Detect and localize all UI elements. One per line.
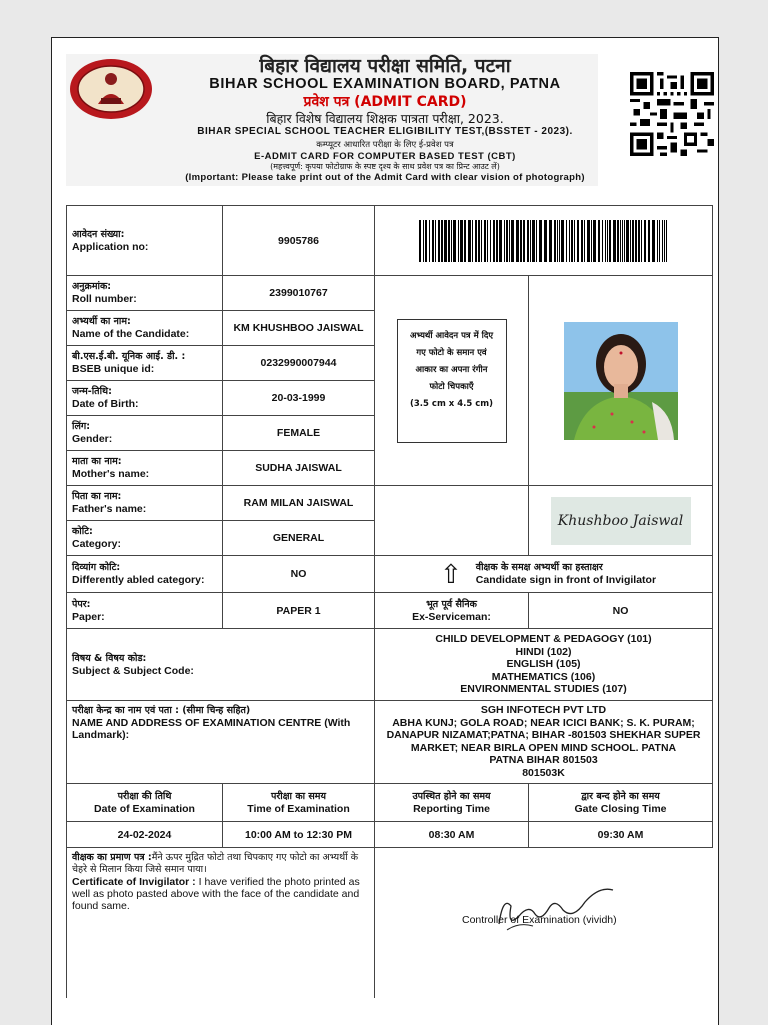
gender-value: FEMALE	[223, 416, 375, 451]
subject-list	[375, 629, 713, 701]
barcode-bar	[484, 220, 486, 262]
barcode-bar	[478, 220, 480, 262]
barcode-bar	[598, 220, 600, 262]
barcode-bar	[532, 220, 535, 262]
barcode-bar	[441, 220, 443, 262]
exam-time-header: परीक्षा का समय Time of Examination	[223, 784, 375, 822]
mother-value: SUDHA JAISWAL	[223, 451, 375, 486]
barcode-bar	[544, 220, 547, 262]
barcode	[419, 220, 669, 262]
reporting-time-header: उपस्थित होने का समय Reporting Time	[375, 784, 529, 822]
barcode-bar	[419, 220, 421, 262]
barcode-bar	[605, 220, 606, 262]
barcode-bar	[644, 220, 646, 262]
barcode-bar	[666, 220, 667, 262]
barcode-bar	[622, 220, 623, 262]
application-no-value: 9905786	[223, 206, 375, 276]
barcode-bar	[464, 220, 466, 262]
centre-label: परीक्षा केन्द्र का नाम एवं पता : (सीमा चिन्ह सहित) NAME AND ADDRESS OF EXAMINATION CENTRE (With Landmark):	[67, 701, 375, 784]
table-row	[67, 556, 713, 593]
barcode-bar	[423, 220, 424, 262]
gate-closing-header: द्वार बन्द होने का समय Gate Closing Time	[529, 784, 713, 822]
ex-serviceman-label: भूत पूर्व सैनिक Ex-Serviceman:	[375, 593, 529, 629]
barcode-bar	[448, 220, 450, 262]
barcode-bar	[593, 220, 596, 262]
table-row	[67, 206, 713, 276]
barcode-bar	[475, 220, 477, 262]
barcode-bar	[506, 220, 508, 262]
roll-number-label: अनुक्रमांक: Roll number:	[67, 276, 223, 311]
barcode-bar	[630, 220, 631, 262]
barcode-bar	[638, 220, 640, 262]
reporting-time-value: 08:30 AM	[375, 822, 529, 848]
barcode-bar	[602, 220, 603, 262]
barcode-bar	[662, 220, 663, 262]
ex-serviceman-value: NO	[529, 593, 713, 629]
barcode-bar	[624, 220, 625, 262]
barcode-bar	[617, 220, 619, 262]
important-hindi: (महत्त्वपूर्ण: कृपया फोटोग्राफ के स्पष्ट दृश्य के साथ प्रवेश पत्र का प्रिन्ट आउट लें)	[270, 162, 500, 171]
unique-id-label: बी.एस.ई.बी. यूनिक आई. डी. : BSEB unique id:	[67, 346, 223, 381]
barcode-bar	[523, 220, 525, 262]
barcode-bar	[632, 220, 634, 262]
father-value: RAM MILAN JAISWAL	[223, 486, 375, 521]
exam-date-value: 24-02-2024	[67, 822, 223, 848]
barcode-bar	[549, 220, 552, 262]
barcode-bar	[429, 220, 430, 262]
dob-label: जन्म-तिथि: Date of Birth:	[67, 381, 223, 416]
barcode-bar	[652, 220, 655, 262]
barcode-bar	[561, 220, 564, 262]
barcode-bar	[635, 220, 637, 262]
table-row	[67, 486, 713, 521]
barcode-bar	[435, 220, 436, 262]
signature-cell	[529, 486, 713, 556]
admit-card-sheet	[51, 37, 719, 1025]
paper-label: पेपर: Paper:	[67, 593, 223, 629]
barcode-bar	[613, 220, 616, 262]
paper-value: PAPER 1	[223, 593, 375, 629]
table-row	[67, 593, 713, 629]
barcode-bar	[659, 220, 660, 262]
barcode-bar	[468, 220, 471, 262]
barcode-cell	[375, 206, 713, 276]
barcode-bar	[438, 220, 440, 262]
table-row	[67, 701, 713, 784]
barcode-bar	[527, 220, 529, 262]
up-arrow-icon: ⇧	[440, 559, 462, 589]
blank-cell	[375, 486, 529, 556]
barcode-bar	[511, 220, 514, 262]
subject-item: HINDI (102)	[515, 645, 572, 658]
roll-number-value: 2399010767	[223, 276, 375, 311]
candidate-photo-cell	[529, 276, 713, 486]
barcode-bar	[620, 220, 621, 262]
barcode-bar	[641, 220, 642, 262]
barcode-bar	[504, 220, 505, 262]
name-label: अभ्यर्थी का नाम: Name of the Candidate:	[67, 311, 223, 346]
barcode-bar	[554, 220, 556, 262]
category-value: GENERAL	[223, 521, 375, 556]
exam-date-header: परीक्षा की तिथि Date of Examination	[67, 784, 223, 822]
subject-item: ENVIRONMENTAL STUDIES (107)	[460, 683, 627, 696]
sign-instruction-english: Candidate sign in front of Invigilator	[475, 574, 657, 586]
barcode-bar	[460, 220, 463, 262]
subject-item: ENGLISH (105)	[506, 658, 581, 671]
board-english: BIHAR SCHOOL EXAMINATION BOARD, PATNA	[209, 76, 561, 92]
mother-label: माता का नाम: Mother's name:	[67, 451, 223, 486]
barcode-bar	[516, 220, 519, 262]
barcode-bar	[451, 220, 452, 262]
exam-time-value: 10:00 AM to 12:30 PM	[223, 822, 375, 848]
barcode-bar	[664, 220, 665, 262]
dob-value: 20-03-1999	[223, 381, 375, 416]
exam-name-hindi: बिहार विशेष विद्यालय शिक्षक पात्रता परीक्षा, 2023.	[266, 111, 504, 126]
barcode-bar	[509, 220, 510, 262]
barcode-bar	[496, 220, 498, 262]
cbt-hindi: कम्प्यूटर आधारित परीक्षा के लिए ई-प्रवेश पत्र	[316, 140, 454, 150]
table-row	[67, 629, 713, 701]
application-no-label: आवेदन संख्या: Application no:	[67, 206, 223, 276]
photo-instruction-cell	[375, 276, 529, 486]
barcode-bar	[539, 220, 542, 262]
controller-signature	[489, 876, 619, 936]
sign-instruction-cell	[375, 556, 713, 593]
centre-address: SGH INFOTECH PVT LTD ABHA KUNJ; GOLA ROAD; NEAR ICICI BANK; S. K. PURAM; DANAPUR NIZAMAT;PATNA; BIHAR -801503 SHEKHAR SUPER MARKET; NEAR BIRLA OPEN MIND SCHOOL. PATNA PATNA BIHAR 801503 801503K	[375, 701, 713, 784]
certificate-cell: वीक्षक का प्रमाण पत्र :मैंने ऊपर मुद्रित फोटो तथा चिपकाए गए फोटो का अभ्यर्थी के चेहरे से मिलान किया जिसे समान पाया। Certificate of Invigilator : I have verified the photo printed as well as photo pasted above with the face of the candidate and found same.	[67, 848, 375, 998]
category-label: कोटि: Category:	[67, 521, 223, 556]
name-value: KM KHUSHBOO JAISWAL	[223, 311, 375, 346]
barcode-bar	[453, 220, 456, 262]
gate-closing-value: 09:30 AM	[529, 822, 713, 848]
schedule-header-row	[67, 784, 713, 822]
sign-instruction-hindi: वीक्षक के समक्ष अभ्यर्थी का हस्ताक्षर	[475, 562, 603, 573]
barcode-bar	[499, 220, 502, 262]
barcode-bar	[444, 220, 447, 262]
barcode-bar	[425, 220, 427, 262]
barcode-bar	[566, 220, 567, 262]
barcode-bar	[626, 220, 629, 262]
barcode-bar	[577, 220, 579, 262]
subject-item: CHILD DEVELOPMENT & PEDAGOGY (101)	[435, 633, 652, 646]
schedule-value-row	[67, 822, 713, 848]
barcode-bar	[571, 220, 573, 262]
barcode-bar	[569, 220, 570, 262]
disabled-value: NO	[223, 556, 375, 593]
admit-card-title: प्रवेश पत्र (ADMIT CARD)	[303, 94, 467, 110]
candidate-photo	[564, 322, 678, 440]
exam-name-english: BIHAR SPECIAL SCHOOL TEACHER ELIGIBILITY TEST,(BSSTET - 2023).	[197, 126, 573, 137]
barcode-bar	[559, 220, 560, 262]
table-row	[67, 276, 713, 311]
barcode-bar	[607, 220, 608, 262]
barcode-bar	[584, 220, 585, 262]
barcode-bar	[609, 220, 611, 262]
barcode-bar	[557, 220, 558, 262]
controller-label: Controller of Examination (vividh)	[462, 914, 617, 926]
father-label: पिता का नाम: Father's name:	[67, 486, 223, 521]
subject-item: MATHEMATICS (106)	[491, 670, 596, 683]
barcode-bar	[648, 220, 650, 262]
subject-label: विषय & विषय कोड: Subject & Subject Code:	[67, 629, 375, 701]
barcode-bar	[481, 220, 482, 262]
cbt-english: E-ADMIT CARD FOR COMPUTER BASED TEST (CBT)	[254, 151, 516, 162]
barcode-bar	[536, 220, 537, 262]
barcode-bar	[591, 220, 592, 262]
barcode-bar	[493, 220, 495, 262]
barcode-bar	[432, 220, 434, 262]
candidate-signature: Khushboo Jaiswal	[551, 497, 691, 545]
barcode-bar	[520, 220, 522, 262]
photo-instruction-box: अभ्यर्थी आवेदन पत्र में दिए गए फोटो के समान एवं आकार का अपना रंगीन फोटो चिपकाएँ (3.5 cm x 4.5 cm)	[397, 319, 507, 443]
barcode-bar	[587, 220, 590, 262]
barcode-bar	[657, 220, 658, 262]
unique-id-value: 0232990007944	[223, 346, 375, 381]
barcode-bar	[581, 220, 583, 262]
barcode-bar	[490, 220, 491, 262]
gender-label: लिंग: Gender:	[67, 416, 223, 451]
barcode-bar	[487, 220, 488, 262]
disabled-label: दिव्यांग कोटि: Differently abled category:	[67, 556, 223, 593]
board-hindi: बिहार विद्यालय परीक्षा समिति, पटना	[259, 55, 511, 77]
barcode-bar	[530, 220, 531, 262]
barcode-bar	[458, 220, 459, 262]
important-english: (Important: Please take print out of the Admit Card with clear vision of photograph)	[185, 172, 585, 183]
qr-code	[630, 72, 714, 156]
barcode-bar	[574, 220, 575, 262]
barcode-bar	[472, 220, 473, 262]
